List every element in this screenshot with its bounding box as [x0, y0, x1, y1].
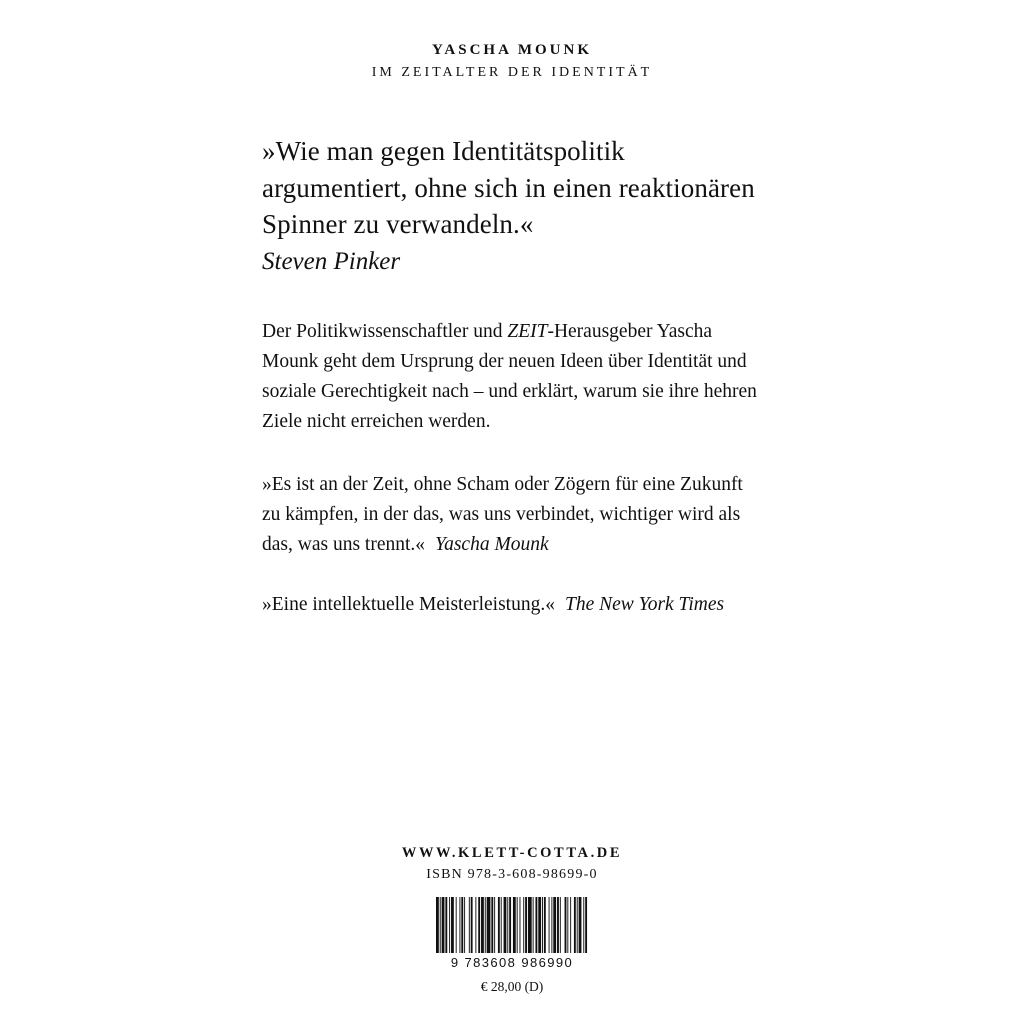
isbn-number: ISBN 978-3-608-98699-0 [426, 867, 598, 882]
cover-content [262, 133, 762, 640]
publisher-website[interactable]: WWW.KLETT-COTTA.DE [401, 845, 623, 861]
description-part-one: Der Politikwissenschaftler und [262, 320, 508, 342]
barcode-block [0, 897, 1024, 995]
barcode-digits: 9 783608 986990 [450, 955, 574, 970]
cover-footer [0, 845, 1024, 995]
author-quote [262, 470, 762, 561]
price-label: € 28,00 (D) [480, 979, 544, 994]
pull-quote-attribution: Steven Pinker [262, 248, 401, 276]
book-title: IM ZEITALTER DER IDENTITÄT [371, 65, 653, 81]
pull-quote: »Wie man gegen Identitätspolitik argumentiert, ohne sich in einen reaktionären Spinner zu verwandeln.« [262, 136, 755, 240]
barcode-icon [436, 897, 588, 953]
author-name: YASCHA MOUNK [431, 42, 593, 58]
author-quote-text: »Es ist an der Zeit, ohne Scham oder Zögern für eine Zukunft zu kämpfen, in der das, was uns verbindet, wichtiger wird als das, was uns trennt.« [262, 473, 743, 555]
press-quote [262, 590, 762, 620]
press-quote-source: The New York Times [564, 594, 725, 616]
press-quote-text: »Eine intellektuelle Meisterleistung.« [262, 594, 555, 616]
description-part-two: -Herausgeber Yascha Mounk geht dem Ursprung der neuen Ideen über Identität und soziale Gerechtigkeit nach – und erklärt, warum sie ihre hehren Ziele nicht erreichen werden. [262, 320, 757, 433]
author-quote-source: Yascha Mounk [435, 533, 549, 555]
book-description [262, 317, 762, 438]
zeit-emphasis: ZEIT [507, 320, 548, 342]
cover-header [0, 40, 1024, 83]
